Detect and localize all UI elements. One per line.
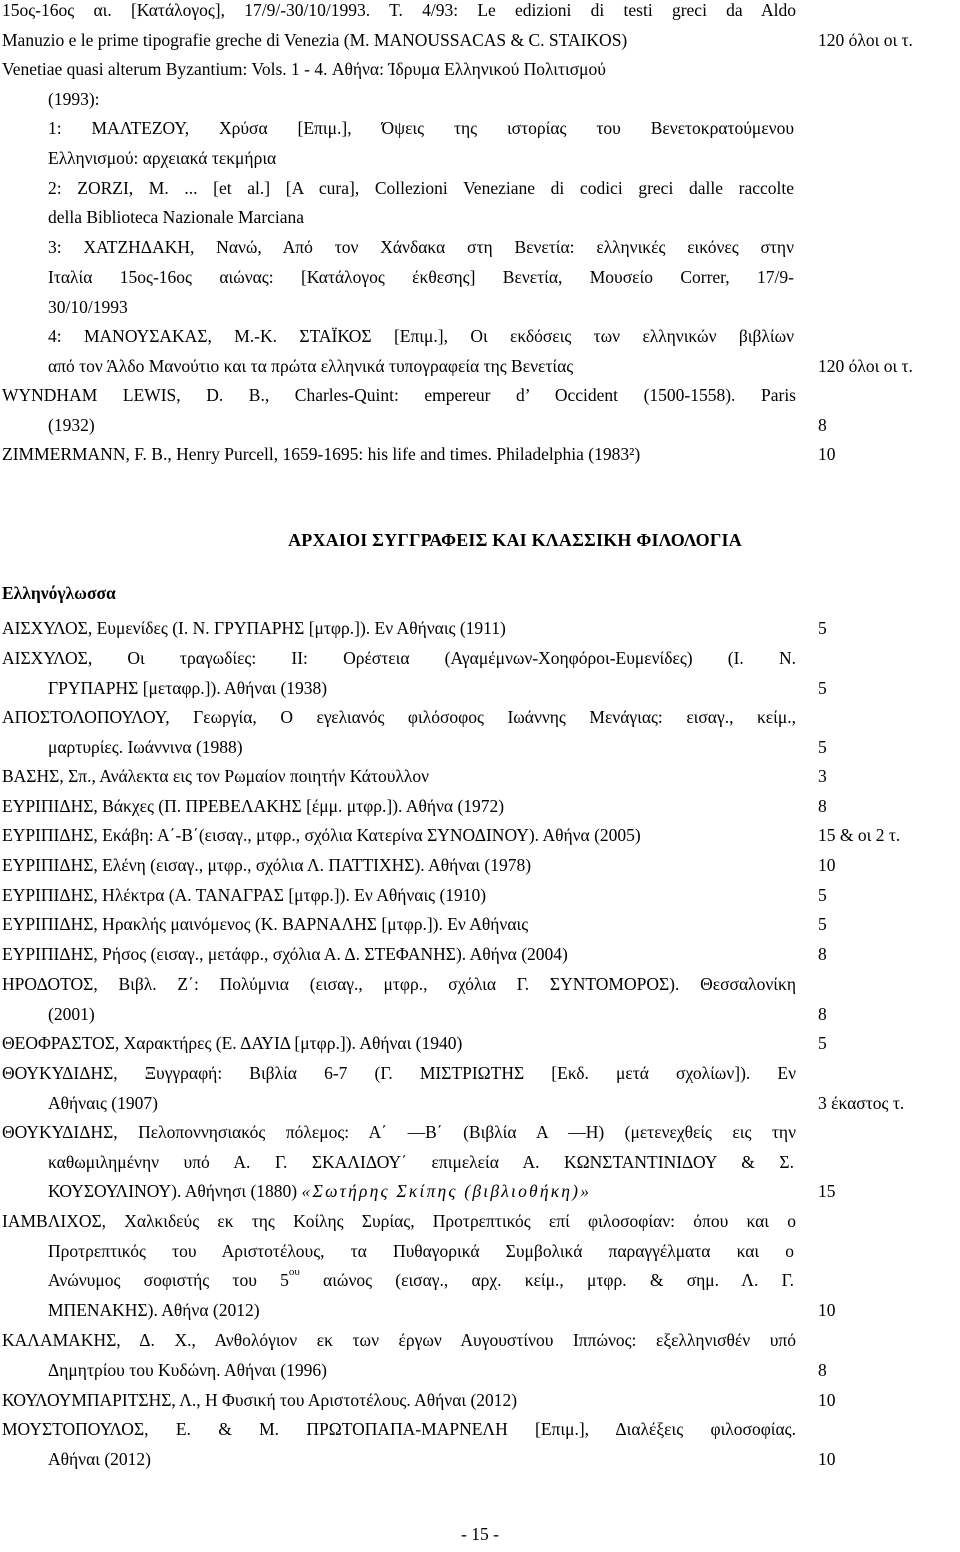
entry-zimmermann: [0, 440, 960, 470]
entry-line: ΘΕΟΦΡΑΣΤΟΣ, Χαρακτήρες (Ε. ΔΑΥΙΔ [μτφρ.]). Αθήναι (1940): [2, 1033, 463, 1053]
entry-line: ΜΟΥΣΤΟΠΟΥΛΟΣ, Ε. & Μ. ΠΡΩΤΟΠΑΠΑ-ΜΑΡΝΕΛΗ [Επιμ.], Διαλέξεις φιλοσοφίας.: [2, 1419, 796, 1439]
entry-euripides-iraklis: [0, 910, 960, 940]
entry-line: Προτρεπτικός του Αριστοτέλους, τα Πυθαγορικά Συμβολικά παραγγέλματα και ο: [48, 1240, 794, 1261]
entry-line: ΗΡΟΔΟΤΟΣ, Βιβλ. Ζ΄: Πολύμνια (εισαγ., μτφρ., σχόλια Γ. ΣΥΝΤΟΜΟΡΟΣ). Θεσσαλονίκη: [2, 974, 796, 994]
entry-line: ΘΟΥΚΥΔΙΔΗΣ, Πελοποννησιακός πόλεμος: Α΄ —Β΄ (Βιβλία Α —Η) (μετενεχθείς εις την: [2, 1122, 796, 1142]
entry-line: καθωμιλημένην υπό Α. Γ. ΣΚΑΛΙΔΟΥ΄ επιμελεία Α. ΚΩΝΣΤΑΝΤΙΝΙΔΟΥ & Σ.: [48, 1151, 794, 1172]
entry-line: ΕΥΡΙΠΙΔΗΣ, Ελένη (εισαγ., μτφρ., σχόλια Λ. ΠΑΤΤΙΧΗΣ). Αθήναι (1978): [2, 855, 532, 875]
entry-line: μαρτυρίες. Ιωάννινα (1988): [48, 736, 243, 757]
entry-price: 5: [818, 736, 827, 757]
entry-line: ΕΥΡΙΠΙΔΗΣ, Εκάβη: Α΄-Β΄(εισαγ., μτφρ., σχόλια Κατερίνα ΣΥΝΟΔΙΝΟΥ). Αθήνα (2005): [2, 825, 641, 845]
entry-kouloumparitsis: [0, 1386, 960, 1416]
entry-line: (1932): [48, 414, 95, 435]
entry-line: ΑΠΟΣΤΟΛΟΠΟΥΛΟΥ, Γεωργία, Ο εγελιανός φιλόσοφος Ιωάννης Μενάγιας: εισαγ., κείμ.,: [2, 707, 796, 727]
entry-line: (1993):: [48, 88, 100, 109]
entry-price: 5: [818, 618, 827, 638]
entry-price: 8: [818, 1359, 827, 1380]
series-title: «Σωτήρης Σκίπης (βιβλιοθήκη)»: [301, 1181, 592, 1202]
entry-line: ΜΠΕΝΑΚΗΣ). Αθήνα (2012): [48, 1300, 260, 1321]
entry-line: ZIMMERMANN, F. B., Henry Purcell, 1659-1695: his life and times. Philadelphia (1983²): [2, 444, 641, 464]
entry-line: ΑΙΣΧΥΛΟΣ, Ευμενίδες (Ι. Ν. ΓΡΥΠΑΡΗΣ [μτφρ.]). Εν Αθήναις (1911): [2, 618, 506, 638]
entry-line: ΕΥΡΙΠΙΔΗΣ, Ηρακλής μαινόμενος (Κ. ΒΑΡΝΑΛΗΣ [μτφρ.]). Εν Αθήναις: [2, 914, 529, 934]
entry-line: WYNDHAM LEWIS, D. B., Charles-Quint: empereur d’ Occident (1500-1558). Paris: [2, 385, 796, 405]
entry-line: ΙΑΜΒΛΙΧΟΣ, Χαλκιδεύς εκ της Κοίλης Συρίας, Προτρεπτικός επί φιλοσοφίαν: όπου και ο: [2, 1211, 796, 1231]
entry-price: 5: [818, 1033, 827, 1053]
entry-line: Αθήναις (1907): [48, 1092, 158, 1113]
entry-line: ΕΥΡΙΠΙΔΗΣ, Ρήσος (εισαγ., μετάφρ., σχόλια Α. Δ. ΣΤΕΦΑΝΗΣ). Αθήνα (2004): [2, 944, 568, 964]
entry-euripides-risos: [0, 940, 960, 970]
entry-line: ΑΙΣΧΥΛΟΣ, Οι τραγωδίες: ΙΙ: Ορέστεια (Αγαμέμνων-Χοηφόροι-Ευμενίδες) (Ι. Ν.: [2, 648, 796, 668]
entry-price: 120 όλοι οι τ.: [818, 29, 913, 50]
entry-line: ΕΥΡΙΠΙΔΗΣ, Ηλέκτρα (Α. ΤΑΝΑΓΡΑΣ [μτφρ.]). Εν Αθήναις (1910): [2, 885, 487, 905]
entry-line: Δημητρίου του Κυδώνη. Αθήναι (1996): [48, 1359, 327, 1380]
entry-price: 8: [818, 796, 827, 816]
entry-apostolopoulou: [0, 703, 960, 762]
entry-euripides-bakches: [0, 792, 960, 822]
entry-iamvlichos: [0, 1207, 960, 1326]
entry-euripides-ilektra: [0, 881, 960, 911]
entry-line: Venetiae quasi alterum Byzantium: Vols. 1 - 4. Αθήνα: Ίδρυμα Ελληνικού Πολιτισμού: [2, 59, 606, 79]
entry-price: 15: [818, 1181, 836, 1202]
entry-price: 5: [818, 885, 827, 905]
entry-line: ΒΑΣΗΣ, Σπ., Ανάλεκτα εις τον Ρωμαίον ποιητήν Κάτουλλον: [2, 766, 430, 786]
entry-moustopoulos: [0, 1415, 960, 1474]
entry-venetiae: [0, 55, 960, 382]
entry-thoukydidis-peloponnisiakos: [0, 1118, 960, 1207]
entry-price: 8: [818, 414, 827, 435]
entry-line: (2001): [48, 1003, 95, 1024]
entry-price: 10: [818, 1448, 836, 1469]
entry-line: 4: ΜΑΝΟΥΣΑΚΑΣ, Μ.-Κ. ΣΤΑΪΚΟΣ [Επιμ.], Οι εκδόσεις των ελληνικών βιβλίων: [48, 326, 794, 347]
section-heading: ΑΡΧΑΙΟΙ ΣΥΓΓΡΑΦΕΙΣ ΚΑΙ ΚΛΑΣΣΙΚΗ ΦΙΛΟΛΟΓΙΑ: [288, 530, 742, 550]
entry-price: 10: [818, 444, 836, 464]
entry-line: 2: ZORZI, M. ... [et al.] [A cura], Collezioni Veneziane di codici greci dalle raccolte: [48, 177, 794, 198]
entry-euripides-ekavi: [0, 821, 960, 851]
entry-kalamakis: [0, 1326, 960, 1385]
entry-theofrastos: [0, 1029, 960, 1059]
entry-line: ΚΟΥΣΟΥΛΙΝΟΥ). Αθήνησι (1880): [48, 1181, 298, 1202]
entry-line: ΚΑΛΑΜΑΚΗΣ, Δ. Χ., Ανθολόγιον εκ των έργων Αυγουστίνου Ιππώνος: εξελληνισθέν υπό: [2, 1330, 796, 1350]
entry-line: από τον Άλδο Μανούτιο και τα πρώτα ελληνικά τυπογραφεία της Βενετίας: [48, 355, 574, 376]
entry-price: 10: [818, 1390, 836, 1410]
entry-line: della Biblioteca Nazionale Marciana: [48, 207, 305, 228]
entry-price: 5: [818, 914, 827, 934]
page-number: - 15 -: [461, 1524, 499, 1544]
entry-aischylos-eumenides: [0, 614, 960, 644]
entry-line: Ελληνισμού: αρχειακά τεκμήρια: [48, 148, 277, 169]
entry-vasis: [0, 762, 960, 792]
entry-line: Αθήναι (2012): [48, 1448, 151, 1469]
entry-price: 8: [818, 944, 827, 964]
entry-aischylos-oresteia: [0, 644, 960, 703]
entry-line: 15ος-16ος αι. [Κατάλογος], 17/9/-30/10/1993. Τ. 4/93: Le edizioni di testi greci da Aldo: [2, 0, 796, 20]
entry-line: Manuzio e le prime tipografie greche di Venezia (M. MANOUSSACAS & C. STAIKOS): [2, 29, 628, 50]
subheading: Ελληνόγλωσσα: [2, 583, 116, 603]
entry-line: 3: ΧΑΤΖΗΔΑΚΗ, Νανώ, Από τον Χάνδακα στη Βενετία: ελληνικές εικόνες στην: [48, 237, 794, 258]
entry-line: 30/10/1993: [48, 296, 128, 317]
superscript: ου: [288, 1266, 300, 1279]
entry-line: 1: ΜΑΛΤΕΖΟΥ, Χρύσα [Επιμ.], Όψεις της ιστορίας του Βενετοκρατούμενου: [48, 118, 794, 139]
entry-price: 15 & οι 2 τ.: [818, 825, 901, 845]
entry-line: Ιταλία 15ος-16ος αιώνας: [Κατάλογος έκθεσης] Βενετία, Μουσείο Correr, 17/9-: [48, 266, 794, 287]
entry-line: Ανώνυμος σοφιστής του $5^{o\upsilon}$ αιώνος (εισαγ., αρχ. κείμ., μτφρ. & σημ. Λ. Γ.: [48, 1266, 794, 1291]
entry-price: 10: [818, 855, 836, 875]
entry-line: ΓΡΥΠΑΡΗΣ [μεταφρ.]). Αθήναι (1938): [48, 677, 328, 698]
entry-euripides-eleni: [0, 851, 960, 881]
entry-price: 10: [818, 1300, 836, 1321]
entry-herodotos: [0, 970, 960, 1029]
entry-price: 120 όλοι οι τ.: [818, 355, 913, 376]
entry-price: 3: [818, 766, 827, 786]
entry-price: 8: [818, 1003, 827, 1024]
entry-thoukydidis-xyngrafi: [0, 1059, 960, 1118]
entry-wyndham-lewis: [0, 381, 960, 440]
entry-price: 3 έκαστος τ.: [818, 1092, 905, 1113]
entry-line: ΚΟΥΛΟΥΜΠΑΡΙΤΣΗΣ, Λ., Η Φυσική του Αριστοτέλους. Αθήναι (2012): [2, 1390, 518, 1410]
entry-aldo-catalogue: [0, 0, 960, 55]
entry-line: ΘΟΥΚΥΔΙΔΗΣ, Ξυγγραφή: Βιβλία 6-7 (Γ. ΜΙΣΤΡΙΩΤΗΣ [Εκδ. μετά σχολίων]). Εν: [2, 1063, 796, 1083]
entry-price: 5: [818, 677, 827, 698]
entry-line: ΕΥΡΙΠΙΔΗΣ, Βάκχες (Π. ΠΡΕΒΕΛΑΚΗΣ [έμμ. μτφρ.]). Αθήνα (1972): [2, 796, 505, 816]
